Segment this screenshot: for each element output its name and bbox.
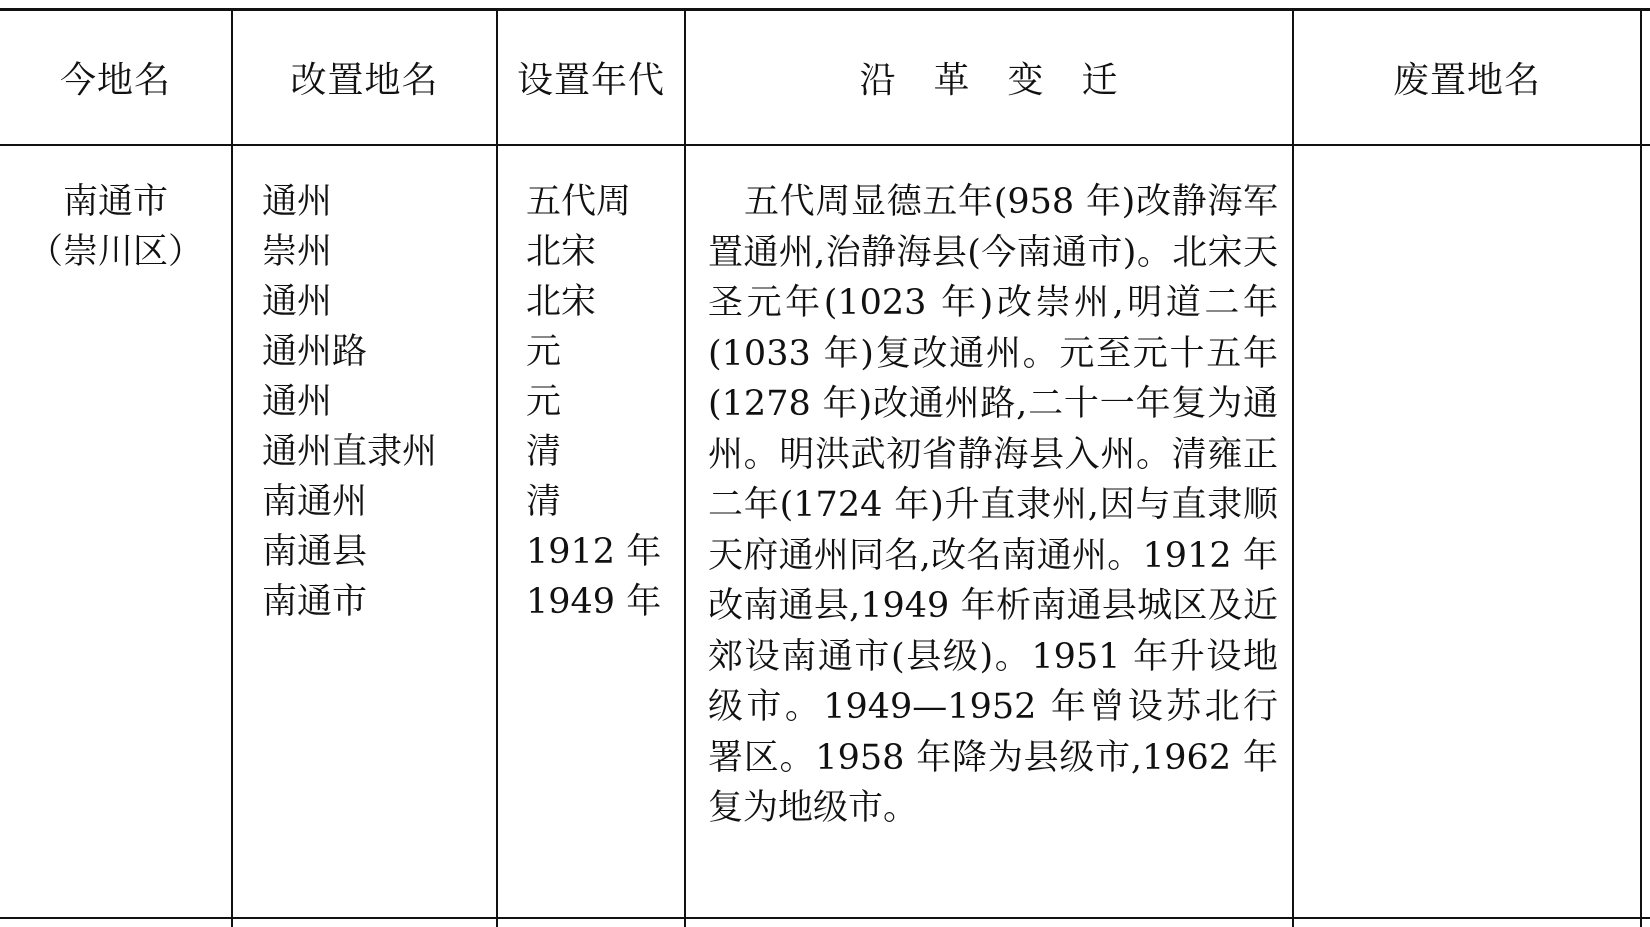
- history-text: 五代周显德五年(958 年)改静海军置通州,治静海县(今南通市)。北宋天圣元年(1023 年)改崇州,明道二年(1033 年)复改通州。元至元十五年(1278 年)改通州路,二十一年复为通州。明洪武初省静海县入州。清雍正二年(1724 年)升直隶州,因与直隶顺天府通州同名,改名南通州。1912 年改南通县,1949 年析南通县城区及近郊设南通市(县级)。1951 年升设地级市。1949—1952 年曾设苏北行署区。1958 年降为县级市,1962 年复为地级市。: [708, 182, 1278, 828]
- list-item: 通州: [262, 182, 333, 222]
- list-item: 北宋: [526, 282, 597, 322]
- header-renamed: 改置地名: [290, 59, 439, 101]
- list-item: 南通市: [262, 582, 368, 622]
- header-history: 沿 革 变 迁: [859, 59, 1119, 101]
- current-district: （崇川区）: [27, 232, 203, 272]
- year-list: [526, 177, 681, 627]
- list-item: 南通州: [262, 482, 368, 522]
- list-item: 1912 年: [526, 532, 662, 572]
- list-item: 北宋: [526, 232, 597, 272]
- current-name-cell: [0, 177, 231, 277]
- list-item: 清: [526, 482, 562, 522]
- list-item: 元: [526, 332, 562, 372]
- list-item: 通州直隶州: [262, 432, 438, 472]
- header-year: 设置年代: [516, 59, 665, 101]
- list-item: 通州路: [262, 332, 368, 372]
- current-name: 南通市: [62, 182, 168, 222]
- list-item: 通州: [262, 282, 333, 322]
- table-right-border: [1640, 8, 1642, 927]
- list-item: 清: [526, 432, 562, 472]
- list-item: 元: [526, 382, 562, 422]
- list-item: 1949 年: [526, 582, 662, 622]
- list-item: 通州: [262, 382, 333, 422]
- list-item: 五代周: [526, 182, 632, 222]
- row-bottom-border: [0, 917, 1650, 919]
- renamed-list: [262, 177, 492, 627]
- list-item: 崇州: [262, 232, 333, 272]
- list-item: 南通县: [262, 532, 368, 572]
- header-current-name: 今地名: [59, 59, 171, 101]
- header-abolished: 废置地名: [1392, 59, 1541, 101]
